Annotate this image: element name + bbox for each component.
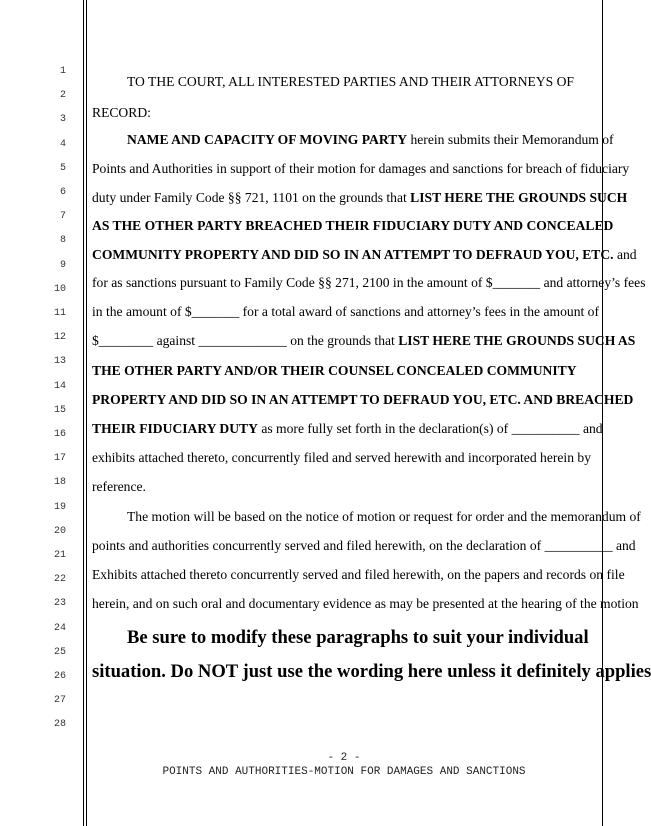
line-number: 9 <box>59 259 66 271</box>
line-number: 15 <box>53 404 66 416</box>
line-number: 17 <box>53 453 66 465</box>
text: TO THE COURT, ALL INTERESTED PARTIES AND THEIR ATTORNEYS OF <box>127 74 574 89</box>
line-number: 13 <box>53 356 66 368</box>
document-line <box>92 391 634 409</box>
bold-text: THEIR FIDUCIARY DUTY <box>92 421 258 436</box>
line-number: 18 <box>53 477 66 489</box>
line-number: 12 <box>53 332 66 344</box>
document-line <box>92 160 630 178</box>
text: points and authorities concurrently served and filed herewith, on the declaration of __________ and <box>92 538 636 553</box>
text: in the amount of $_______ for a total award of sanctions and attorney’s fees in the amount of <box>92 304 599 319</box>
line-number: 1 <box>59 66 66 77</box>
line-number: 4 <box>59 138 66 150</box>
document-line <box>127 131 614 149</box>
document-line <box>92 478 604 496</box>
text: The motion will be based on the notice of motion or request for order and the memorandum of <box>127 509 641 524</box>
line-number: 2 <box>59 90 66 102</box>
text: herein submits their Memorandum of <box>407 132 614 147</box>
line-number: 25 <box>53 646 66 658</box>
bold-text: LIST HERE THE GROUNDS SUCH AS <box>398 333 636 348</box>
document-line <box>92 595 639 613</box>
document-line <box>92 303 604 321</box>
document-line <box>92 332 636 350</box>
line-number: 6 <box>59 187 66 198</box>
text: reference. <box>92 479 146 494</box>
line-number: 7 <box>59 211 66 223</box>
line-number: 21 <box>53 550 66 561</box>
bold-text: COMMUNITY PROPERTY AND DID SO IN AN ATTEMPT TO DEFRAUD YOU, ETC. <box>92 247 614 262</box>
text: duty under Family Code §§ 721, 1101 on the grounds that <box>92 190 411 205</box>
footer-page-number: - 2 - <box>327 752 361 764</box>
document-line <box>92 274 646 292</box>
bold-text: AS THE OTHER PARTY BREACHED THEIR FIDUCIARY DUTY AND CONCEALED <box>92 218 614 233</box>
document-line <box>92 449 604 467</box>
text: as more fully set forth in the declaration(s) of __________ and <box>257 421 603 436</box>
line-number: 19 <box>53 501 66 513</box>
document-line <box>92 217 614 235</box>
line-number: 8 <box>59 235 66 247</box>
line-number: 20 <box>53 525 66 537</box>
bold-text: Be sure to modify these paragraphs to suit your individual <box>127 627 589 648</box>
line-number: 14 <box>53 380 66 392</box>
text: $________ against _____________ on the grounds that <box>92 333 399 348</box>
document-line <box>127 73 603 91</box>
line-number: 11 <box>53 308 66 319</box>
line-number: 5 <box>59 162 66 174</box>
document-line <box>92 104 604 122</box>
text: and <box>613 247 637 262</box>
line-number: 27 <box>53 695 66 707</box>
text: for as sanctions pursuant to Family Code §§ 271, 2100 in the amount of $_______ and attorney’s fees <box>92 275 646 290</box>
line-number: 10 <box>53 283 66 295</box>
line-number: 23 <box>53 598 66 610</box>
line-number: 24 <box>53 622 66 634</box>
bold-text: NAME AND CAPACITY OF MOVING PARTY <box>127 132 408 147</box>
document-line <box>92 537 636 555</box>
text: herein, and on such oral and documentary evidence as may be presented at the hearing of the motion <box>92 596 639 611</box>
text: exhibits attached thereto, concurrently filed and served herewith and incorporated herein by <box>92 450 591 465</box>
line-number: 26 <box>53 671 66 682</box>
text: Points and Authorities in support of their motion for damages and sanctions for breach of fiduciary <box>92 161 630 176</box>
document-line <box>92 189 628 207</box>
text: Exhibits attached thereto concurrently served and filed herewith, on the papers and records on file <box>92 567 625 582</box>
bold-text: LIST HERE THE GROUNDS SUCH <box>410 190 628 205</box>
bold-text: situation. Do NOT just use the wording here unless it definitely applies <box>92 661 651 682</box>
document-line <box>92 362 604 380</box>
document-line <box>92 246 637 264</box>
document-line <box>92 420 604 438</box>
bold-text: THE OTHER PARTY AND/OR THEIR COUNSEL CONCEALED COMMUNITY <box>92 363 577 378</box>
line-number: 22 <box>53 574 66 586</box>
footer-title: POINTS AND AUTHORITIES-MOTION FOR DAMAGES AND SANCTIONS <box>162 766 526 778</box>
text: RECORD: <box>92 105 151 120</box>
bold-text: PROPERTY AND DID SO IN AN ATTEMPT TO DEFRAUD YOU, ETC. AND BREACHED <box>92 392 634 407</box>
line-number: 3 <box>59 114 66 126</box>
document-line <box>127 508 641 526</box>
document-line <box>127 626 603 650</box>
document-line <box>92 566 625 584</box>
line-number: 16 <box>53 429 66 440</box>
line-number: 28 <box>53 719 66 731</box>
document-line <box>92 660 651 684</box>
